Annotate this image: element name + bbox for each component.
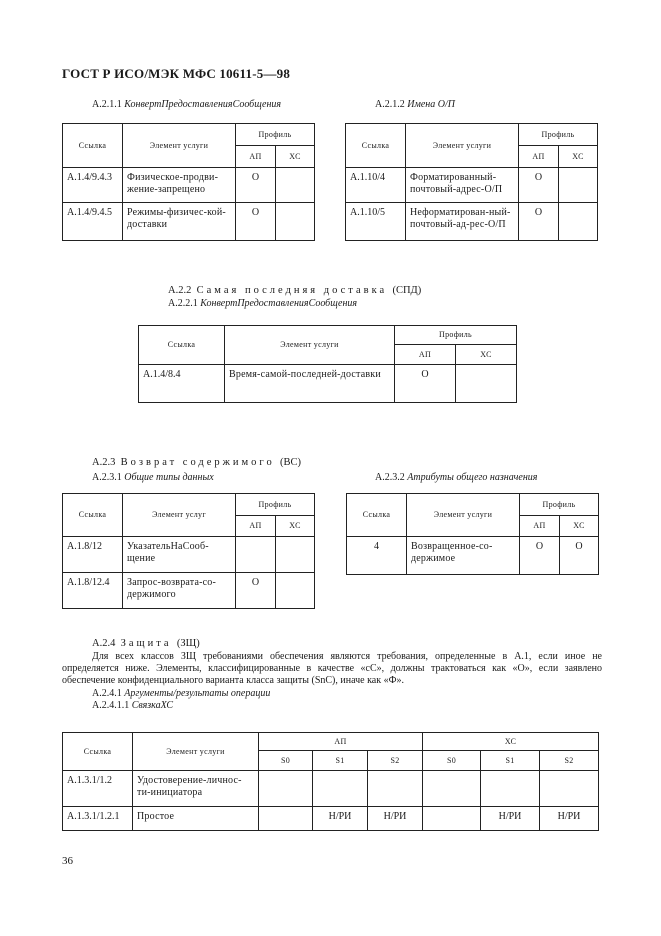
section-a2411-caption — [92, 700, 173, 711]
section-title: Аргументы/результаты операции — [124, 688, 271, 699]
cell-xc: О — [560, 537, 599, 575]
header-xc-s0: S0 — [423, 751, 481, 771]
table-row — [63, 771, 599, 807]
cell-ap-s2: Н/РИ — [368, 807, 423, 831]
cell-element: Запрос-возврата-со-держимого — [123, 573, 236, 609]
header-xc-s2: S2 — [540, 751, 599, 771]
header-ref: Ссылка — [63, 494, 123, 537]
cell-element: Возвращенное-со-держимое — [407, 537, 520, 575]
cell-ap — [236, 537, 276, 573]
cell-element: Режимы-физичес-кой-доставки — [123, 203, 236, 241]
section-number: А.2.3.2 — [375, 472, 405, 483]
section-abbr: (ЗЩ) — [176, 638, 200, 649]
header-ap: АП — [236, 516, 276, 537]
cell-element: Физическое-продви-жение-запрещено — [123, 168, 236, 203]
header-ref: Ссылка — [139, 326, 225, 365]
cell-element: Неформатирован-ный-почтовый-ад-рес-О/П — [406, 203, 519, 241]
cell-xc — [276, 203, 315, 241]
table-row — [347, 537, 599, 575]
section-a23-heading — [92, 457, 301, 468]
table-a231 — [62, 493, 315, 609]
header-element: Элемент услуг — [123, 494, 236, 537]
header-element: Элемент услуги — [407, 494, 520, 537]
cell-ref: А.1.4/9.4.5 — [63, 203, 123, 241]
header-ap: АП — [236, 146, 276, 168]
header-xc: ХС — [560, 516, 599, 537]
cell-element: УказательНаСооб-щение — [123, 537, 236, 573]
cell-xc-s0 — [423, 771, 481, 807]
cell-xc — [456, 365, 517, 403]
cell-element: Время-самой-последней-доставки — [225, 365, 395, 403]
cell-ap-s1: Н/РИ — [313, 807, 368, 831]
header-element: Элемент услуги — [123, 124, 236, 168]
section-number: А.2.2.1 — [168, 298, 198, 309]
page-header: ГОСТ Р ИСО/МЭК МФС 10611-5—98 — [62, 66, 291, 81]
cell-xc — [276, 168, 315, 203]
section-title: Атрибуты общего назначения — [407, 472, 538, 483]
cell-xc — [276, 537, 315, 573]
section-title: Защита — [120, 638, 172, 649]
section-title: СвязкаХС — [131, 700, 173, 711]
header-ap: АП — [259, 733, 423, 751]
cell-ref: А.1.8/12 — [63, 537, 123, 573]
cell-ref: А.1.10/5 — [346, 203, 406, 241]
section-number: А.2.1.1 — [92, 99, 122, 110]
table-row — [346, 168, 598, 203]
cell-ref: А.1.10/4 — [346, 168, 406, 203]
section-a231-caption — [92, 472, 214, 483]
section-number: А.2.1.2 — [375, 99, 405, 110]
table-a212 — [345, 123, 598, 241]
cell-ap: О — [236, 573, 276, 609]
section-a241-caption — [92, 688, 270, 699]
cell-xc-s2: Н/РИ — [540, 807, 599, 831]
header-ref: Ссылка — [346, 124, 406, 168]
section-number: А.2.3.1 — [92, 472, 122, 483]
cell-ap-s0 — [259, 807, 313, 831]
section-number: А.2.4 — [92, 638, 116, 649]
section-title: КонвертПредоставленияСообщения — [124, 99, 282, 110]
header-element: Элемент услуги — [225, 326, 395, 365]
section-a24-paragraph: Для всех классов ЗЩ требованиями обеспечения являются требования, определенные в А.1, если иное не определяется ниже. Элементы, классифицированные в качестве «сС», должны трактоваться как «О», если заявлено обеспечение конфиденциального варианта класса защиты (SnC), иначе как «Ф». — [62, 651, 602, 687]
section-a211-caption — [92, 99, 281, 110]
table-a211 — [62, 123, 315, 241]
header-xc: ХС — [423, 733, 599, 751]
header-xc-s1: S1 — [481, 751, 540, 771]
cell-ap-s0 — [259, 771, 313, 807]
header-ref: Ссылка — [347, 494, 407, 537]
section-title: Имена О/П — [407, 99, 455, 110]
cell-ap: О — [236, 203, 276, 241]
header-element: Элемент услуги — [406, 124, 519, 168]
page-number: 36 — [62, 855, 73, 867]
header-xc: ХС — [276, 146, 315, 168]
section-a24-heading — [92, 638, 200, 649]
header-profile: Профиль — [236, 494, 315, 516]
header-element: Элемент услуги — [133, 733, 259, 771]
cell-xc-s1 — [481, 771, 540, 807]
header-profile: Профиль — [520, 494, 599, 516]
header-ref: Ссылка — [63, 124, 123, 168]
section-abbr: (ВС) — [279, 457, 301, 468]
section-a232-caption — [375, 472, 537, 483]
header-ref: Ссылка — [63, 733, 133, 771]
table-row — [346, 203, 598, 241]
header-profile: Профиль — [519, 124, 598, 146]
cell-ref: А.1.4/8.4 — [139, 365, 225, 403]
header-xc: ХС — [276, 516, 315, 537]
cell-element: Удостоверение-личнос-ти-инициатора — [133, 771, 259, 807]
section-number: А.2.4.1.1 — [92, 700, 130, 711]
header-ap-s1: S1 — [313, 751, 368, 771]
cell-xc — [559, 203, 598, 241]
section-title: Самая последняя доставка — [196, 285, 388, 296]
section-number: А.2.2 — [168, 285, 192, 296]
cell-ap: О — [395, 365, 456, 403]
cell-ref: А.1.3.1/1.2.1 — [63, 807, 133, 831]
table-row — [63, 168, 315, 203]
cell-ap: О — [236, 168, 276, 203]
header-ap: АП — [395, 345, 456, 365]
section-title: КонвертПредоставленияСообщения — [200, 298, 358, 309]
header-profile: Профиль — [395, 326, 517, 345]
cell-ap: О — [520, 537, 560, 575]
section-title: Возврат содержимого — [120, 457, 275, 468]
cell-xc-s1: Н/РИ — [481, 807, 540, 831]
table-row — [63, 807, 599, 831]
header-ap: АП — [519, 146, 559, 168]
section-a22-heading — [168, 285, 421, 296]
cell-ref: 4 — [347, 537, 407, 575]
table-row — [139, 365, 517, 403]
cell-xc — [559, 168, 598, 203]
cell-ref: А.1.4/9.4.3 — [63, 168, 123, 203]
header-xc: ХС — [456, 345, 517, 365]
section-abbr: (СПД) — [392, 285, 422, 296]
table-row — [63, 203, 315, 241]
section-number: А.2.4.1 — [92, 688, 122, 699]
cell-ref: А.1.3.1/1.2 — [63, 771, 133, 807]
header-profile: Профиль — [236, 124, 315, 146]
cell-element: Простое — [133, 807, 259, 831]
table-row — [63, 573, 315, 609]
cell-element: Форматированный-почтовый-адрес-О/П — [406, 168, 519, 203]
table-a232 — [346, 493, 599, 575]
cell-ap: О — [519, 168, 559, 203]
section-title: Общие типы данных — [124, 472, 214, 483]
header-ap-s2: S2 — [368, 751, 423, 771]
header-xc: ХС — [559, 146, 598, 168]
section-a221-caption — [168, 298, 357, 309]
section-number: А.2.3 — [92, 457, 116, 468]
table-row — [63, 537, 315, 573]
header-ap-s0: S0 — [259, 751, 313, 771]
cell-xc-s2 — [540, 771, 599, 807]
cell-ap-s2 — [368, 771, 423, 807]
cell-xc — [276, 573, 315, 609]
cell-ap-s1 — [313, 771, 368, 807]
cell-xc-s0 — [423, 807, 481, 831]
header-ap: АП — [520, 516, 560, 537]
cell-ap: О — [519, 203, 559, 241]
cell-ref: А.1.8/12.4 — [63, 573, 123, 609]
table-a221 — [138, 325, 517, 403]
section-a212-caption — [375, 99, 455, 110]
table-a2411 — [62, 732, 599, 831]
